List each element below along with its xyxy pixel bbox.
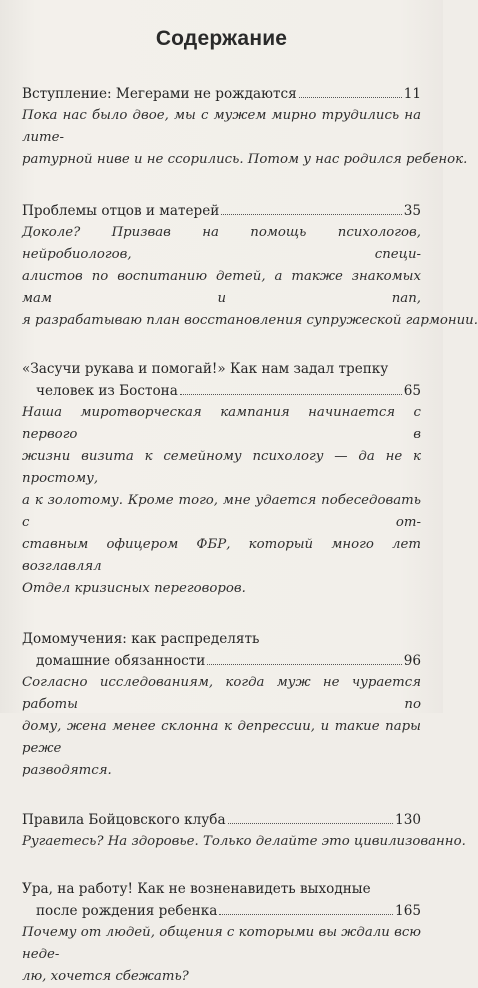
toc-entry-description (22, 105, 468, 171)
description-line: лю, хочется сбежать? (22, 969, 189, 984)
leader-dots (221, 214, 401, 215)
toc-entry (22, 809, 466, 853)
description-line: Пока нас было двое, мы с мужем мирно трудились на лите- (22, 108, 421, 145)
toc-entry-heading[interactable] (22, 900, 421, 922)
description-line: разводятся. (22, 763, 112, 778)
description-line: Отдел кризисных переговоров. (22, 581, 246, 596)
toc-entry-title[interactable]: Домомучения: как распределять (22, 631, 260, 647)
toc-entry-heading[interactable] (22, 200, 421, 222)
description-line: ратурной ниве и не ссорились. Потом у нас родился ребенок. (22, 152, 468, 167)
toc-entry-description (22, 222, 478, 332)
toc-entry-description (22, 831, 466, 853)
description-line: Наша миротворческая кампания начинается с первого в (22, 405, 421, 442)
description-line: жизни визита к семейному психологу — да не к простому, (22, 449, 421, 486)
toc-entry-title[interactable]: «Засучи рукава и помогай!» Как нам задал трепку (22, 361, 389, 377)
toc-page-number: 96 (403, 653, 421, 669)
leader-dots (299, 97, 402, 98)
description-line: ставным офицером ФБР, который много лет возглавлял (22, 537, 421, 574)
toc-entry-heading[interactable] (22, 83, 421, 105)
toc-entry (22, 878, 421, 988)
toc-entry (22, 358, 421, 600)
description-line: Почему от людей, общения с которыми вы ждали всю неде- (22, 925, 421, 962)
description-line: алистов по воспитанию детей, а также знакомых мам и пап, (22, 269, 421, 306)
toc-entry (22, 628, 421, 782)
description-line: а к золотому. Кроме того, мне удается побеседовать с от- (22, 493, 421, 530)
toc-entry-title: Правила Бойцовского клуба (22, 812, 226, 828)
description-line: Ругаетесь? На здоровье. Только делайте это цивилизованно. (22, 834, 466, 849)
toc-entry-title: Проблемы отцов и матерей (22, 203, 220, 219)
toc-entry-description (22, 672, 421, 782)
toc-entry (22, 83, 468, 171)
toc-entry-title-continued: после рождения ребенка (36, 903, 218, 919)
description-line: Доколе? Призвав на помощь психологов, нейробиологов, специ- (22, 225, 421, 262)
toc-entry-title[interactable]: Ура, на работу! Как не возненавидеть выходные (22, 881, 371, 897)
toc-page-number: 65 (403, 383, 421, 399)
description-line: дому, жена менее склонна к депрессии, и такие пары реже (22, 719, 421, 756)
toc-page-number: 35 (403, 203, 421, 219)
page-title: Содержание (155, 27, 288, 50)
toc-page-number: 130 (395, 812, 421, 828)
leader-dots (228, 823, 393, 824)
toc-entry-description (22, 402, 421, 600)
toc-entry-title-continued: человек из Бостона (36, 383, 178, 399)
toc-entry (22, 200, 478, 332)
toc-entry-title-continued: домашние обязанности (36, 653, 206, 669)
description-line: я разрабатываю план восстановления супружеской гармонии. (22, 313, 478, 328)
toc-entry-description (22, 922, 421, 988)
toc-entry-heading[interactable] (22, 380, 421, 402)
toc-entry-title: Вступление: Мегерами не рождаются (22, 86, 297, 102)
leader-dots (207, 664, 401, 665)
description-line: Согласно исследованиям, когда муж не чурается работы по (22, 675, 421, 712)
toc-page-number: 11 (403, 86, 421, 102)
toc-entry-heading[interactable] (22, 650, 421, 672)
toc-page-number: 165 (395, 903, 421, 919)
leader-dots (219, 914, 393, 915)
leader-dots (180, 394, 402, 395)
toc-entry-heading[interactable] (22, 809, 421, 831)
